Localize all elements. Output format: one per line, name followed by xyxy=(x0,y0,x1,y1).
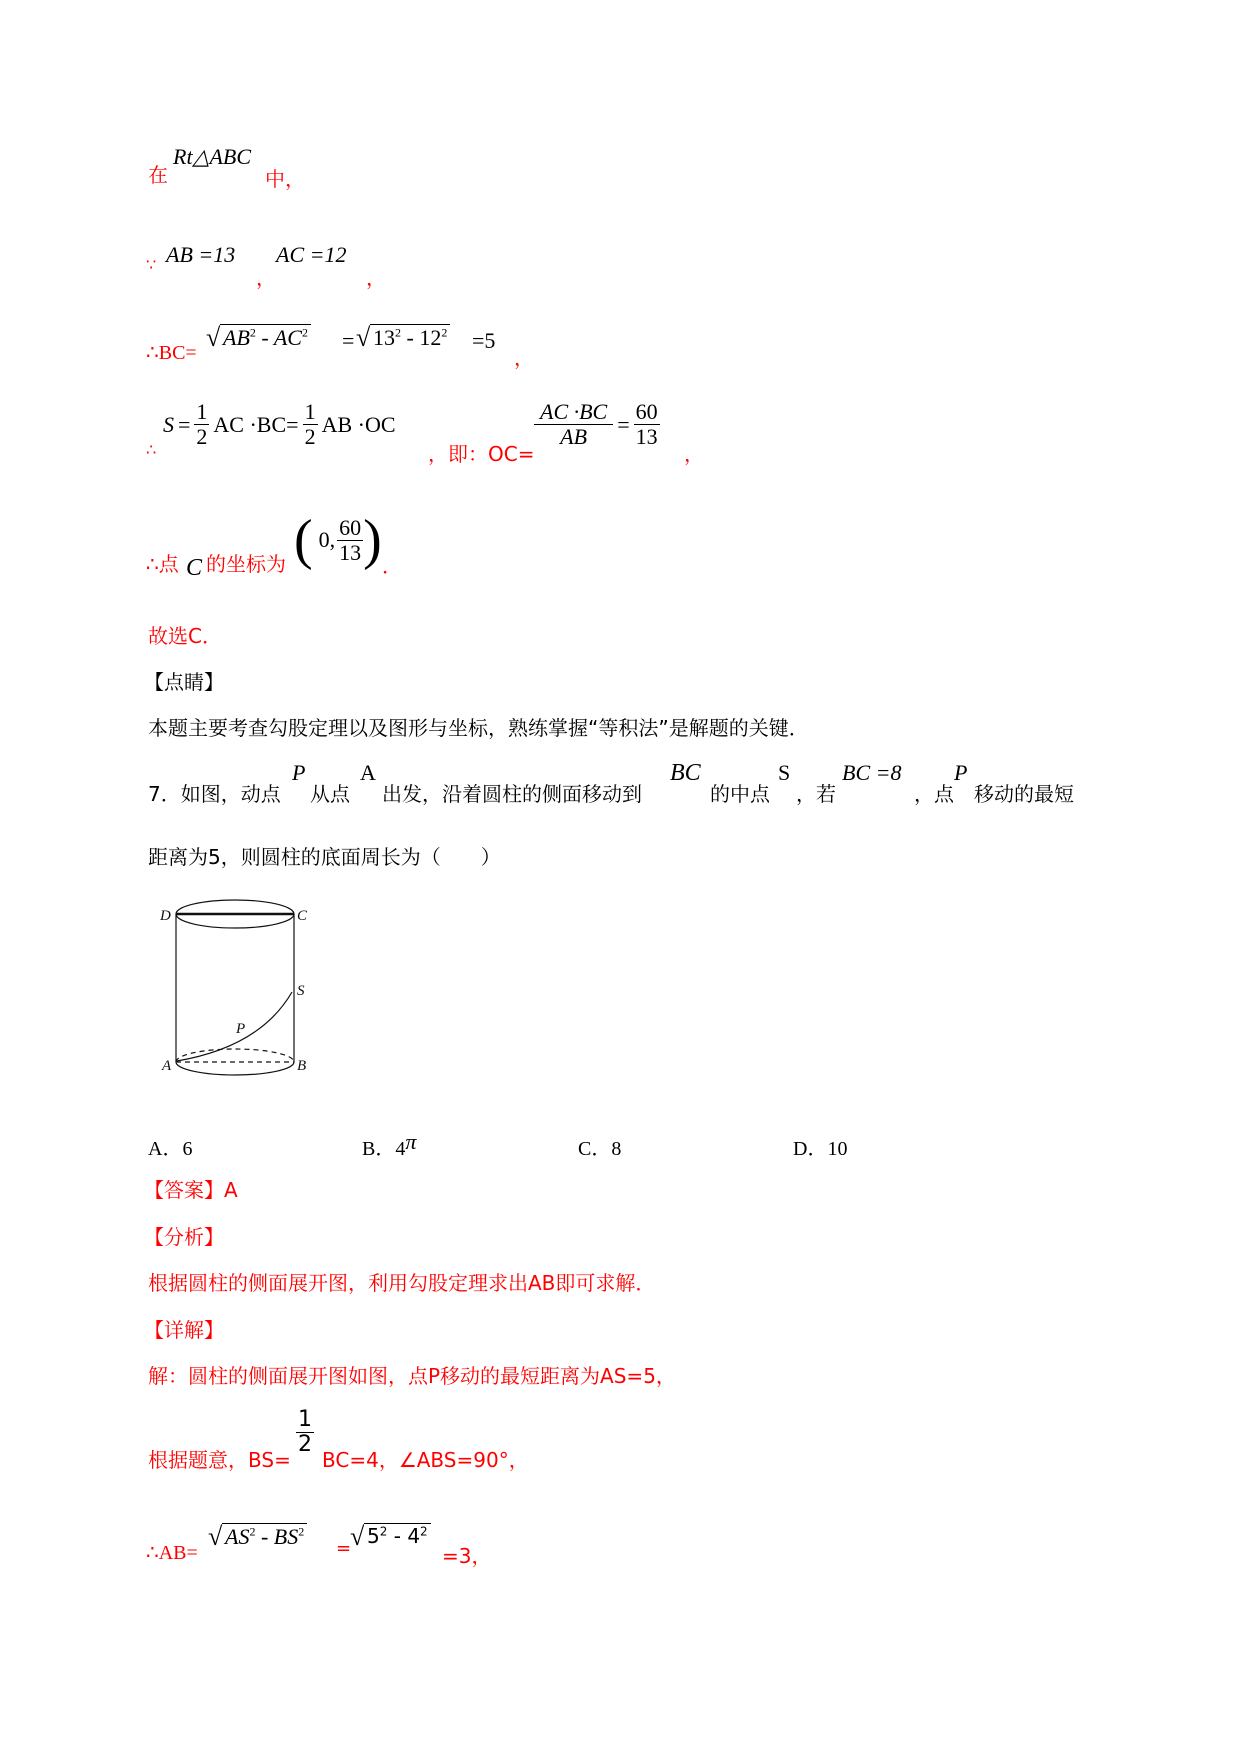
label-a: A xyxy=(162,1058,172,1074)
comma: ， xyxy=(514,346,534,370)
therefore-bc: ∴BC= xyxy=(146,342,197,364)
text: 的中点 xyxy=(710,782,770,806)
therefore-symbol: ∴ xyxy=(146,440,157,459)
math-ac-12: AC =12 xyxy=(276,242,347,267)
var-s: S xyxy=(778,760,791,785)
text: 在 xyxy=(148,163,168,187)
text: 中， xyxy=(265,167,305,191)
half-fraction: $\frac{1}{2}$ xyxy=(298,1407,312,1457)
label-c: C xyxy=(297,908,308,924)
analysis-text: 根据圆柱的侧面展开图，利用勾股定理求出AB即可求解． xyxy=(148,1271,656,1295)
option-b: B．4π xyxy=(362,1129,417,1160)
sqrt-expression-1: √ $AB^2 - AC^2$ xyxy=(206,325,311,351)
option-c: C．8 xyxy=(578,1138,622,1160)
text: 从点 xyxy=(310,782,350,806)
sqrt-expression-2: √ $13^2 - 12^2$ xyxy=(356,325,450,351)
text: 移动的最短 xyxy=(974,782,1074,806)
option-d: D．10 xyxy=(793,1138,848,1160)
var-bc: BC xyxy=(670,760,701,786)
coordinate: ( 0, $\frac{60}{13}$ ) xyxy=(294,509,382,571)
text: 出发，沿着圆柱的侧面移动到 xyxy=(382,782,642,806)
question-7-number: 7．如图，动点 xyxy=(148,782,281,806)
label-p: P xyxy=(236,1021,246,1037)
label-s: S xyxy=(297,983,305,999)
period: ． xyxy=(382,554,402,578)
option-a: A．6 xyxy=(148,1138,193,1160)
text: 的坐标为 xyxy=(206,552,286,576)
result-5: =5 xyxy=(472,328,496,353)
var-p: P xyxy=(292,760,306,785)
detail-header: 【详解】 xyxy=(144,1318,224,1342)
solution-line-1 xyxy=(148,163,168,187)
analysis-header: 【分析】 xyxy=(144,1225,224,1249)
var-a: A xyxy=(360,760,376,785)
question-7-line-2: 距离为5，则圆柱的底面周长为（ ） xyxy=(148,845,501,869)
detail-line-2-suffix: BC=4，∠ABS=90°， xyxy=(322,1448,529,1472)
text: ，点 xyxy=(914,782,954,806)
tip-header: 【点睛】 xyxy=(144,670,224,694)
label-b: B xyxy=(297,1058,307,1074)
because-symbol: ∵ xyxy=(146,255,157,274)
equals: = xyxy=(342,328,355,353)
comma: ， xyxy=(684,442,704,466)
detail-line-1: 解：圆柱的侧面展开图如图，点P移动的最短距离为AS=5， xyxy=(148,1364,676,1388)
comma: ， xyxy=(256,266,276,290)
pi-symbol: π xyxy=(405,1129,417,1154)
therefore-ab: ∴AB= xyxy=(146,1542,198,1564)
bc-equals-8: BC =8 xyxy=(842,760,902,785)
therefore-point: ∴点 xyxy=(146,552,179,576)
point-c: C xyxy=(186,555,203,581)
label-d: D xyxy=(160,908,171,924)
math-triangle: Rt△ABC xyxy=(173,144,252,169)
var-p: P xyxy=(954,760,968,785)
comma: ， xyxy=(366,266,386,290)
tip-text: 本题主要考查勾股定理以及图形与坐标，熟练掌握“等积法”是解题的关键． xyxy=(148,716,809,740)
result-3: =3， xyxy=(442,1544,492,1568)
equals: = xyxy=(336,1538,352,1559)
sqrt-expression-4: √ $5^2 - 4^2$ xyxy=(350,1524,431,1548)
oc-fraction: $\frac{AC \cdot BC}{AB}$ = $\frac{60}{13}$ xyxy=(534,400,660,449)
math-ab-13: AB =13 xyxy=(166,242,236,267)
detail-line-2-prefix: 根据题意，BS= xyxy=(148,1448,291,1472)
sqrt-expression-3: √ $AS^2 - BS^2$ xyxy=(208,1524,307,1550)
area-equation: S = $\frac{1}{2}$ AC ·BC= $\frac{1}{2}$ AB ·OC xyxy=(163,399,396,449)
answer: 【答案】A xyxy=(144,1178,238,1202)
text: ，若 xyxy=(796,782,836,806)
namely-oc: ，即：OC= xyxy=(428,442,535,466)
choose-answer: 故选C． xyxy=(148,624,222,648)
cylinder-figure xyxy=(150,890,320,1080)
